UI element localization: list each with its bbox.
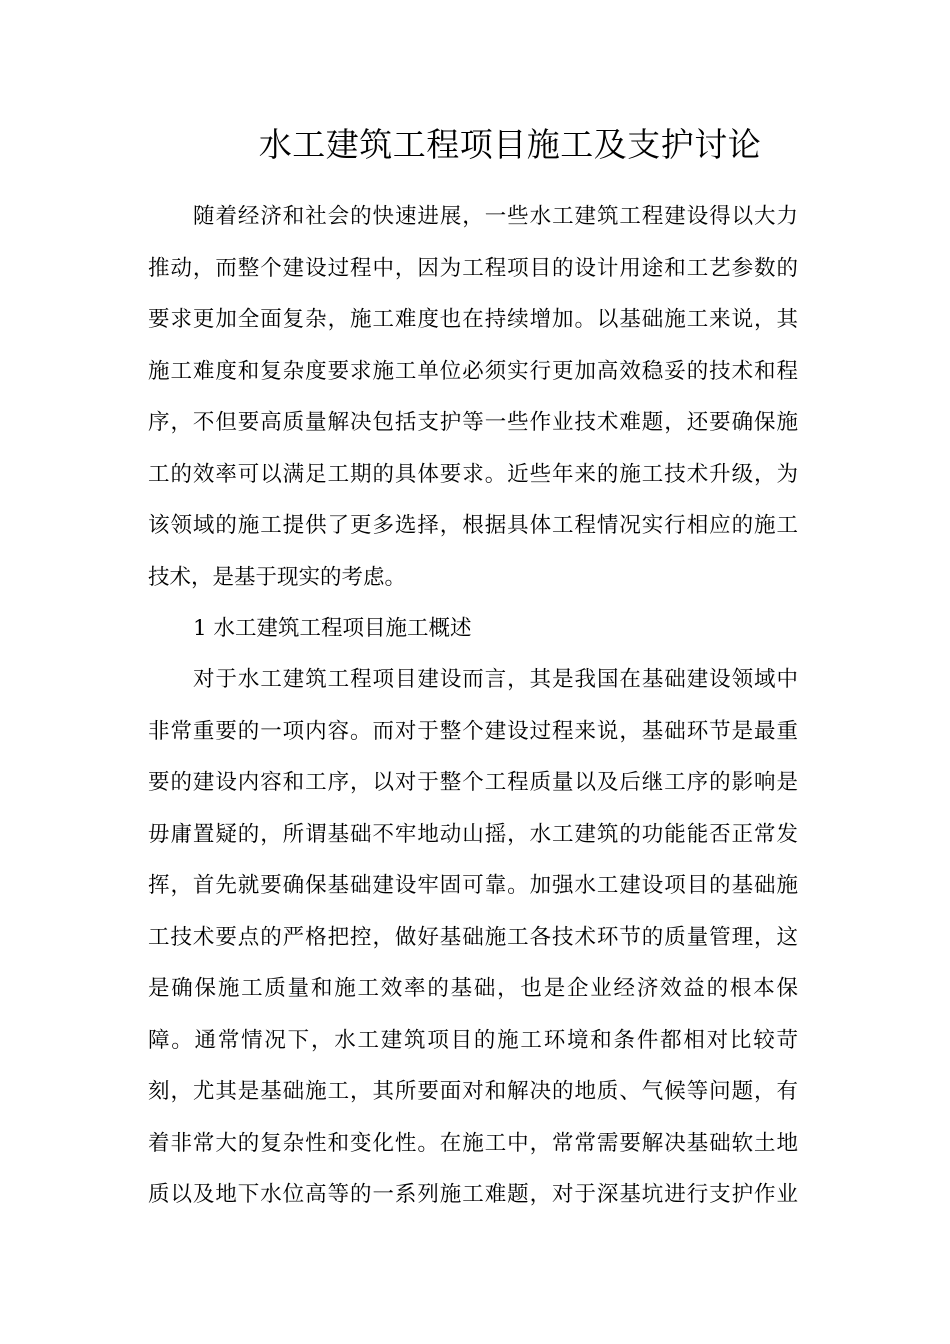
text-line: 随着经济和社会的快速进展，一些水工建筑工程建设得以大力 <box>193 204 798 229</box>
text-line: 施工难度和复杂度要求施工单位必须实行更加高效稳妥的技术和程 <box>148 358 798 384</box>
text-line: 障。通常情况下，水工建筑项目的施工环境和条件都相对比较苛 <box>148 1027 798 1053</box>
text-line: 挥，首先就要确保基础建设牢固可靠。加强水工建设项目的基础施 <box>148 873 798 898</box>
text-line: 质以及地下水位高等的一系列施工难题，对于深基坑进行支护作业 <box>148 1182 798 1207</box>
intro-paragraph <box>148 191 798 603</box>
text-line: 该领域的施工提供了更多选择，根据具体工程情况实行相应的施工 <box>148 513 798 538</box>
text-line: 序，不但要高质量解决包括支护等一些作业技术难题，还要确保施 <box>148 410 798 435</box>
text-line: 对于水工建筑工程项目建设而言，其是我国在基础建设领域中 <box>193 667 798 692</box>
overview-paragraph <box>148 654 798 1221</box>
section-heading-text: 1 水工建筑工程项目施工概述 <box>193 616 472 641</box>
text-line: 毋庸置疑的，所谓基础不牢地动山摇，水工建筑的功能能否正常发 <box>148 821 798 847</box>
text-line: 着非常大的复杂性和变化性。在施工中，常常需要解决基础软土地 <box>148 1130 798 1156</box>
text-line: 工的效率可以满足工期的具体要求。近些年来的施工技术升级，为 <box>148 461 798 487</box>
text-line: 是确保施工质量和施工效率的基础，也是企业经济效益的根本保 <box>148 976 798 1001</box>
section-heading <box>148 603 798 655</box>
text-line: 要的建设内容和工序，以对于整个工程质量以及后继工序的影响是 <box>148 770 798 795</box>
text-line: 技术，是基于现实的考虑。 <box>148 564 407 590</box>
text-line: 刻，尤其是基础施工，其所要面对和解决的地质、气候等问题，有 <box>148 1079 798 1104</box>
text-line: 工技术要点的严格把控，做好基础施工各技术环节的质量管理，这 <box>148 924 798 950</box>
document-title: 水工建筑工程项目施工及支护讨论 <box>258 125 762 164</box>
text-line: 非常重要的一项内容。而对于整个建设过程来说，基础环节是最重 <box>148 718 798 744</box>
text-line: 推动，而整个建设过程中，因为工程项目的设计用途和工艺参数的 <box>148 255 798 281</box>
text-line: 要求更加全面复杂，施工难度也在持续增加。以基础施工来说，其 <box>148 307 798 332</box>
